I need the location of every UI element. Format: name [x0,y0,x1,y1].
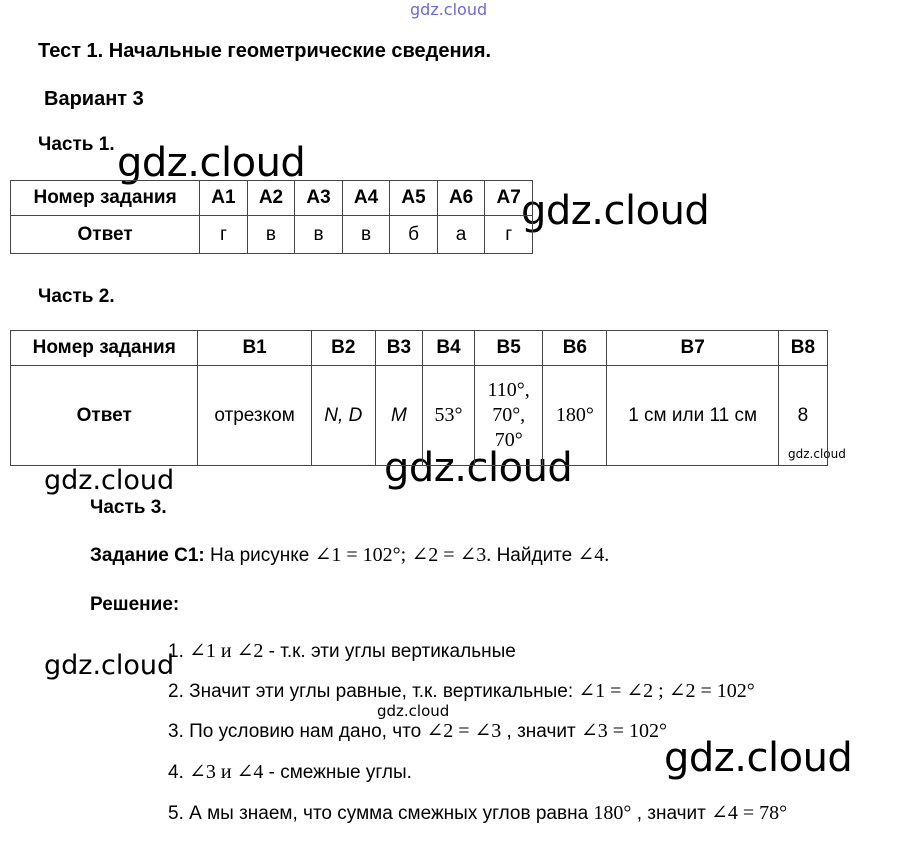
watermark: gdz.cloud [384,445,573,491]
step-math: ∠4 = 78° [711,802,788,824]
solution-step [168,721,667,741]
task-cell: A3 [295,181,343,216]
answer-cell: отрезком [198,366,311,466]
page-title: Тест 1. Начальные геометрические сведения. [38,40,492,62]
solution-label: Решение: [90,594,180,615]
answer-cell: г [200,216,248,254]
step-math: ∠3 и ∠4 [189,761,264,783]
part3-heading: Часть 3. [90,497,167,518]
task-math: ∠2 = ∠3. [411,544,492,566]
step-number: 4. [168,762,184,783]
part2-heading: Часть 2. [38,286,115,307]
solution-step [168,803,787,823]
watermark-top: gdz.cloud [410,0,488,19]
row-header: Номер задания [11,181,200,216]
watermark: gdz.cloud [377,702,450,720]
task-text: Найдите [496,545,573,566]
step-number: 5. [168,803,184,824]
task-cell: B6 [543,331,607,366]
step-math: ∠2 = ∠3 [426,720,502,742]
watermark: gdz.cloud [117,140,306,186]
table-row [11,366,828,466]
part1-table [10,180,533,254]
task-cell: A7 [485,181,533,216]
watermark: gdz.cloud [521,188,710,234]
part1-heading: Часть 1. [38,134,115,155]
task-cell: A4 [342,181,390,216]
task-cell: A2 [247,181,295,216]
table-row [11,331,828,366]
answer-cell: г [485,216,533,254]
task-cell: A6 [437,181,485,216]
step-math: 180° [593,802,632,824]
answer-cell: N, D [311,366,375,466]
task-cell: B1 [198,331,311,366]
step-text: А мы знаем, что сумма смежных углов равна [189,803,589,824]
task-label: Задание С1: [90,545,205,566]
step-text: Значит эти углы равные, т.к. вертикальные: [189,681,574,702]
answer-header: Ответ [11,366,198,466]
step-math: ∠3 = 102° [580,720,667,742]
step-text: - смежные углы. [263,762,412,783]
answer-cell: 180° [543,366,607,466]
part2-table [10,330,828,466]
step-text: По условию нам дано, что [189,721,422,742]
answer-cell: в [295,216,343,254]
answer-cell: б [390,216,438,254]
answer-cell: 1 см или 11 см [607,366,778,466]
answer-cell: M [375,366,422,466]
answer-cell: 110°, 70°, 70° [475,366,543,466]
step-number: 2. [168,681,184,702]
step-number: 3. [168,721,184,742]
task-c1 [90,545,609,565]
solution-step [168,681,755,701]
step-text: - т.к. эти углы вертикальные [263,641,516,662]
watermark: gdz.cloud [44,650,175,681]
task-text: На рисунке [210,545,310,566]
answer-header: Ответ [11,216,200,254]
task-math: ∠1 = 102°; [314,544,407,566]
answer-cell: 53° [422,366,474,466]
watermark: gdz.cloud [664,735,853,781]
table-row [11,181,533,216]
answer-cell: 8 [778,366,827,466]
task-cell: B4 [422,331,474,366]
step-math: ∠1 и ∠2 [189,640,264,662]
step-text: , значит [636,803,706,824]
solution-step [168,762,412,782]
row-header: Номер задания [11,331,198,366]
task-cell: A5 [390,181,438,216]
task-math: ∠4. [577,544,610,566]
task-cell: B3 [375,331,422,366]
variant-heading: Вариант 3 [44,88,144,110]
answer-cell: в [247,216,295,254]
answer-cell: а [437,216,485,254]
task-cell: B2 [311,331,375,366]
task-cell: A1 [200,181,248,216]
task-cell: B8 [778,331,827,366]
watermark: gdz.cloud [44,465,175,496]
step-number: 1. [168,641,184,662]
answer-cell: в [342,216,390,254]
step-math: ∠1 = ∠2 ; ∠2 = 102° [578,680,755,702]
table-row [11,216,533,254]
task-cell: B7 [607,331,778,366]
watermark: gdz.cloud [788,447,846,461]
solution-step [168,641,516,661]
task-cell: B5 [475,331,543,366]
step-text: , значит [506,721,576,742]
